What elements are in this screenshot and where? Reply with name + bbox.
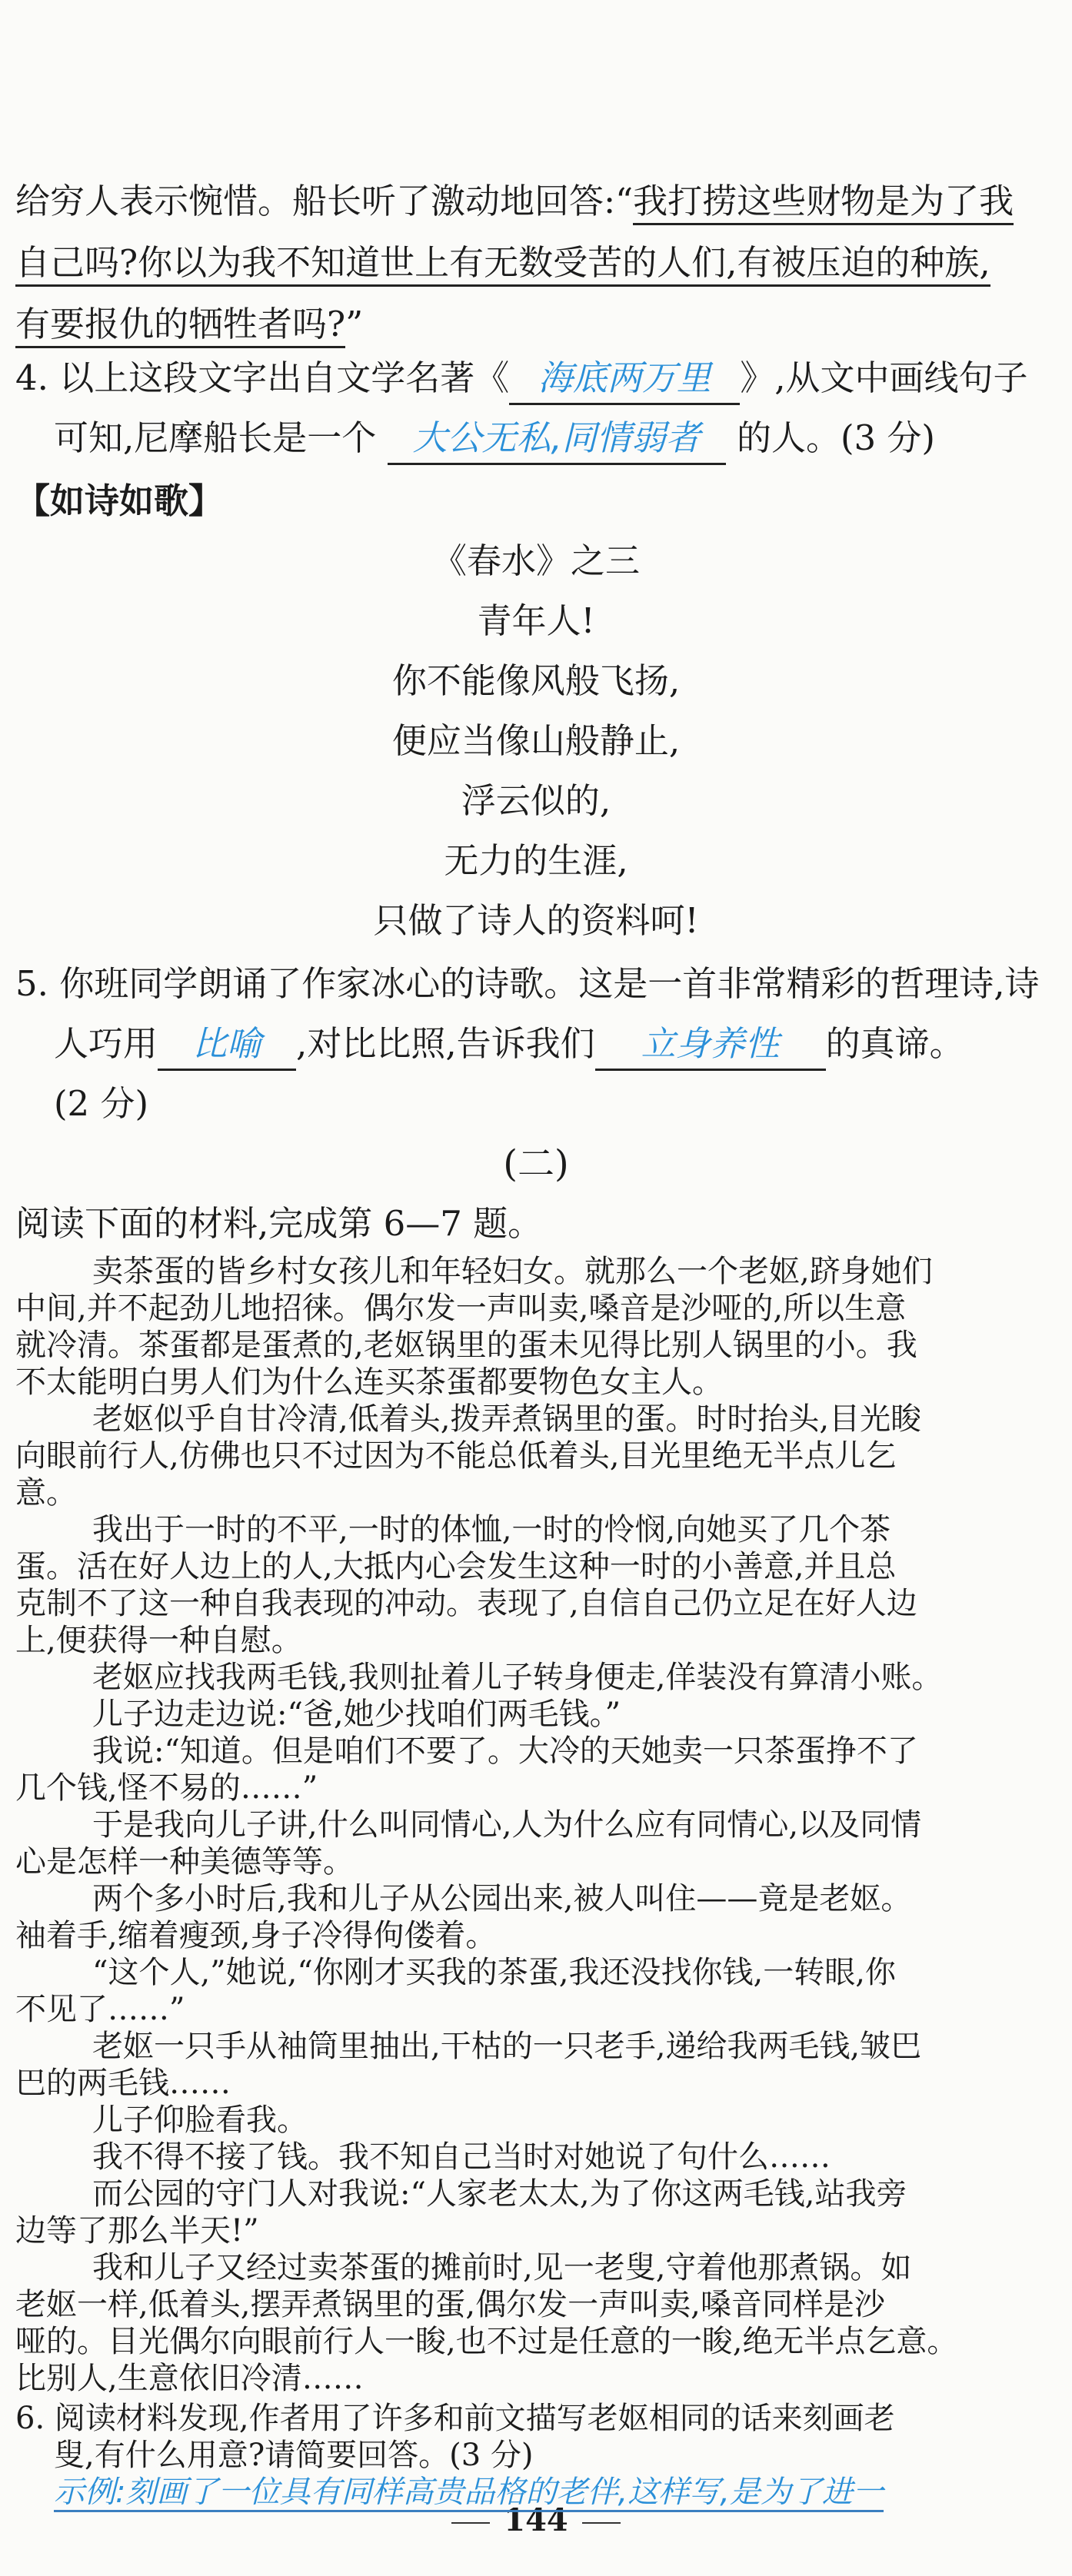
article-line: 意。 <box>15 1475 77 1511</box>
article-line: 不太能明白男人们为什么连买茶蛋都要物色女主人。 <box>15 1364 723 1400</box>
article-line: 比别人,生意依旧冷清…… <box>15 2361 364 2396</box>
article-line: 边等了那么半天!” <box>15 2213 259 2249</box>
question-6-cont: 叟,有什么用意?请简要回答。(3 分) <box>54 2438 534 2473</box>
article-line: 两个多小时后,我和儿子从公园出来,被人叫住——竟是老妪。 <box>92 1881 912 1916</box>
question-5-cont: 人巧用 比喻 ,对比比照,告诉我们 立身养性 的真谛。 <box>15 1013 1072 1075</box>
answer-blank: 海底两万里 <box>509 354 740 405</box>
answer-blank: 立身养性 <box>595 1019 826 1071</box>
poem-line: 只做了诗人的资料呵! <box>373 900 699 941</box>
poem-line: 你不能像风般飞扬, <box>391 660 681 701</box>
article-line: 卖茶蛋的皆乡村女孩儿和年轻妇女。就那么一个老妪,跻身她们 <box>92 1254 933 1289</box>
article-line: 老妪似乎自甘冷清,低着头,拨弄煮锅里的蛋。时时抬头,目光睃 <box>92 1401 922 1437</box>
article-line: 而公园的守门人对我说:“人家老太太,为了你这两毛钱,站我旁 <box>92 2176 907 2212</box>
text-line <box>15 232 1057 294</box>
article-line: “这个人,”她说,“你刚才买我的茶蛋,我还没找你钱,一转眼,你 <box>92 1955 896 1990</box>
part-title: (二) <box>503 1142 569 1185</box>
article-line: 儿子边走边说:“爸,她少找咱们两毛钱。” <box>92 1697 621 1732</box>
answer-blank: 比喻 <box>158 1019 296 1071</box>
article-line: 几个钱,怪不易的……” <box>15 1770 318 1806</box>
article-line: 就冷清。茶蛋都是蛋煮的,老妪锅里的蛋未见得比别人锅里的小。我 <box>15 1328 917 1363</box>
article-line: 向眼前行人,仿佛也只不过因为不能总低着头,目光里绝无半点儿乞 <box>15 1438 897 1474</box>
article-line: 老妪一样,低着头,摆弄煮锅里的蛋,偶尔发一声叫卖,嗓音同样是沙 <box>15 2287 885 2322</box>
instruction: 阅读下面的材料,完成第 6—7 题。 <box>15 1203 543 1244</box>
question-5-score: (2 分) <box>54 1083 149 1124</box>
article-line: 不见了……” <box>15 1992 185 2027</box>
article-line: 克制不了这一种自我表现的冲动。表现了,自信自己仍立足在好人边 <box>15 1586 917 1621</box>
poem-line: 便应当像山般静止, <box>391 720 681 761</box>
question-4: 4. 以上这段文字出自文学名著《 海底两万里 》,从文中画线句子 <box>15 347 1057 409</box>
article-line: 我和儿子又经过卖茶蛋的摊前时,见一老叟,守着他那煮锅。如 <box>92 2250 912 2285</box>
article-line: 蛋。活在好人边上的人,大抵内心会发生这种一时的小善意,并且总 <box>15 1549 897 1584</box>
handwritten-answer: 示例:刻画了一位具有同样高贵品格的老伴,这样写,是为了进一 <box>54 2475 884 2512</box>
article-line: 儿子仰脸看我。 <box>92 2102 308 2138</box>
underlined-sentence: 自己吗?你以为我不知道世上有无数受苦的人们,有被压迫的种族, <box>15 242 990 287</box>
section-heading: 【如诗如歌】 <box>15 480 224 521</box>
question-5: 5. 你班同学朗诵了作家冰心的诗歌。这是一首非常精彩的哲理诗,诗 <box>15 963 1040 1004</box>
workbook-page <box>15 0 1057 2576</box>
article-line: 我不得不接了钱。我不知自己当时对她说了句什么…… <box>92 2139 831 2175</box>
poem-line: 青年人! <box>477 600 595 641</box>
question-4-cont: 可知,尼摩船长是一个 大公无私,同情弱者 的人。(3 分) <box>15 407 1072 469</box>
text-line: 有要报仇的牺牲者吗?” <box>15 294 1057 355</box>
article-line: 上,便获得一种自慰。 <box>15 1623 302 1658</box>
poem-title: 《春水》之三 <box>431 540 640 581</box>
article-line: 老妪应找我两毛钱,我则扯着儿子转身便走,佯装没有算清小账。 <box>92 1660 943 1695</box>
poem-line: 无力的生涯, <box>444 840 628 881</box>
article-line: 我说:“知道。但是咱们不要了。大冷的天她卖一只茶蛋挣不了 <box>92 1733 918 1769</box>
underlined-sentence: 有要报仇的牺牲者吗? <box>15 304 345 348</box>
answer-line <box>15 2474 1072 2511</box>
answer-blank: 大公无私,同情弱者 <box>388 414 726 465</box>
article-line: 老妪一只手从袖筒里抽出,干枯的一只老手,递给我两毛钱,皱巴 <box>92 2029 922 2064</box>
poem-line: 浮云似的, <box>461 780 611 821</box>
text-line: 给穷人表示惋惜。船长听了激动地回答:“我打捞这些财物是为了我 <box>15 171 1057 232</box>
page-number: 144 <box>15 2502 1057 2538</box>
article-line: 我出于一时的不平,一时的体恤,一时的怜悯,向她买了几个茶 <box>92 1512 891 1547</box>
article-line: 中间,并不起劲儿地招徕。偶尔发一声叫卖,嗓音是沙哑的,所以生意 <box>15 1291 907 1326</box>
article-line: 袖着手,缩着瘦颈,身子冷得佝偻着。 <box>15 1918 497 1953</box>
article-line: 巴的两毛钱…… <box>15 2066 231 2101</box>
question-6: 6. 阅读材料发现,作者用了许多和前文描写老妪相同的话来刻画老 <box>15 2401 895 2436</box>
underlined-sentence: 我打捞这些财物是为了我 <box>633 181 1014 225</box>
article-line: 哑的。目光偶尔向眼前行人一睃,也不过是任意的一睃,绝无半点乞意。 <box>15 2324 958 2359</box>
article-line: 心是怎样一种美德等等。 <box>15 1844 354 1880</box>
article-line: 于是我向儿子讲,什么叫同情心,人为什么应有同情心,以及同情 <box>92 1807 922 1843</box>
